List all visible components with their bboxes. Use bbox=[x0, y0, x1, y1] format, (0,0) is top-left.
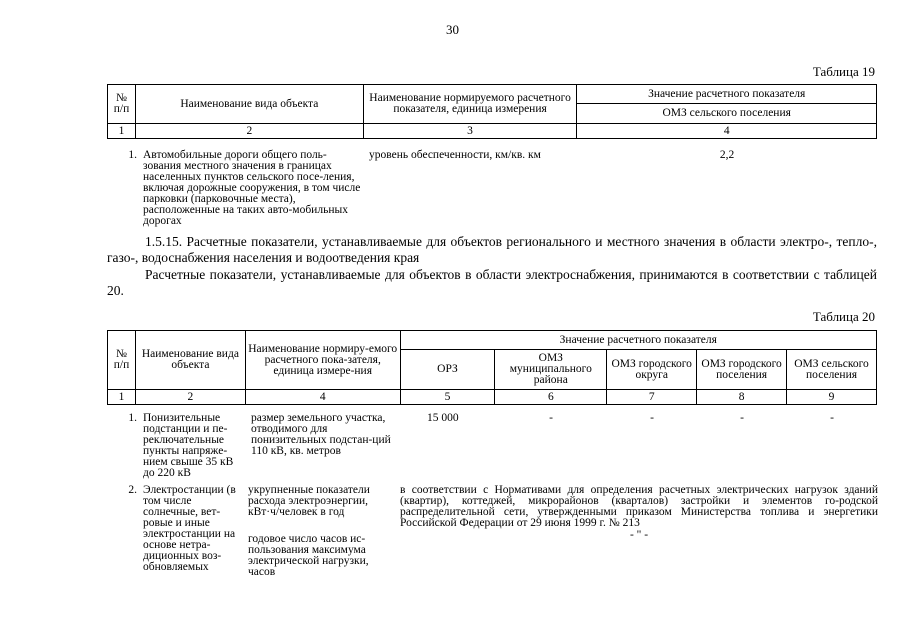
t20-colnum: 7 bbox=[607, 390, 697, 405]
t20-header-omz-mun: ОМЗ муниципального района bbox=[495, 350, 607, 390]
row-num: 1. bbox=[128, 149, 137, 161]
row-omz-okrug: - bbox=[650, 412, 654, 424]
t20-colnum: 2 bbox=[135, 390, 245, 405]
row-object: Автомобильные дороги общего поль-зования местного значения в границах населенных пунктов сельского посе-ления, включая дорожные сооружения, в том числе парковки (парковочные места), расположенные на таких авто-мобильных дорогах bbox=[143, 149, 361, 227]
page-number: 30 bbox=[446, 22, 459, 37]
table-row bbox=[107, 413, 877, 479]
table-20-caption: Таблица 20 bbox=[812, 309, 875, 324]
t20-header-object: Наименование вида объекта bbox=[135, 331, 245, 390]
section-heading: 1.5.15. Расчетные показатели, устанавливаемые для объектов регионального и местного значения в области электро-, тепло-, газо-, водоснабжения населения и водоотведения края bbox=[107, 234, 877, 265]
row-omz-mun: - bbox=[549, 412, 553, 424]
row-num: 2. bbox=[128, 484, 137, 496]
t20-colnum: 1 bbox=[108, 390, 136, 405]
table-20-row-1 bbox=[107, 413, 877, 479]
t20-colnum: 6 bbox=[495, 390, 607, 405]
table-19-header bbox=[107, 84, 877, 139]
table-20-header bbox=[107, 330, 877, 405]
t20-header-num: № п/п bbox=[108, 331, 136, 390]
row-object: Понизительные подстанции и пе-реключательные пункты напряже-нием свыше 35 кВ до 220 кВ bbox=[143, 412, 234, 479]
t20-header-omz-okrug: ОМЗ городского округа bbox=[607, 350, 697, 390]
t19-header-indicator: Наименование нормируемого расчетного показателя, единица измерения bbox=[363, 85, 577, 124]
t20-colnum: 4 bbox=[245, 390, 400, 405]
t19-header-num: № п/п bbox=[108, 85, 136, 124]
row-value-a: в соответствии с Нормативами для определения расчетных электрических нагрузок зданий (квартир), коттеджей, микрорайонов (кварталов) застройки и элементов го-родской распределительной сети, утвержденными приказом Министерства топлива и энергетики Российской Федерации от 29 июня 1999 г. № 213 bbox=[400, 484, 878, 529]
table-19-body bbox=[107, 150, 877, 227]
table-row bbox=[107, 150, 877, 227]
t19-header-settlement: ОМЗ сельского поселения bbox=[577, 104, 877, 124]
row-num: 1. bbox=[128, 412, 137, 424]
t20-colnum: 8 bbox=[697, 390, 787, 405]
row-omz-city: - bbox=[740, 412, 744, 424]
t19-header-value: Значение расчетного показателя bbox=[577, 85, 877, 104]
t20-colnum: 5 bbox=[400, 390, 495, 405]
row-orz: 15 000 bbox=[427, 412, 459, 424]
row-indicator: размер земельного участка, отводимого для понизительных подстан-ций 110 кВ, кв. метров bbox=[251, 412, 391, 457]
row-value-b: - " - bbox=[629, 529, 649, 541]
row-object: Электростанции (в том числе солнечные, вет-ровые и иные электростанции на основе нетра-диционных воз-обновляемых bbox=[143, 484, 236, 573]
t20-header-value: Значение расчетного показателя bbox=[400, 331, 876, 350]
t20-header-indicator: Наименование нормиру-емого расчетного пока-зателя, единица измере-ния bbox=[245, 331, 400, 390]
t20-header-omz-city: ОМЗ городского поселения bbox=[697, 350, 787, 390]
table-19-caption: Таблица 19 bbox=[812, 64, 875, 79]
t20-header-omz-rural: ОМЗ сельского поселения bbox=[787, 350, 877, 390]
row-indicator-a: укрупненные показатели расхода электроэнергии, кВт·ч/человек в год bbox=[248, 484, 370, 518]
t19-colnum: 1 bbox=[108, 124, 136, 139]
t19-colnum: 3 bbox=[363, 124, 577, 139]
t20-header-orz: ОРЗ bbox=[400, 350, 495, 390]
row-indicator: уровень обеспеченности, км/кв. км bbox=[369, 149, 541, 161]
row-omz-rural: - bbox=[830, 412, 834, 424]
t20-colnum: 9 bbox=[787, 390, 877, 405]
t19-colnum: 2 bbox=[135, 124, 363, 139]
row-indicator-b: годовое число часов ис-пользования максимума электрической нагрузки, часов bbox=[248, 533, 369, 578]
t19-colnum: 4 bbox=[577, 124, 877, 139]
t19-header-object: Наименование вида объекта bbox=[135, 85, 363, 124]
row-value: 2,2 bbox=[719, 149, 735, 161]
section-paragraph: Расчетные показатели, устанавливаемые для объектов в области электроснабжения, принимаются в соответствии с таблицей 20. bbox=[107, 267, 877, 298]
